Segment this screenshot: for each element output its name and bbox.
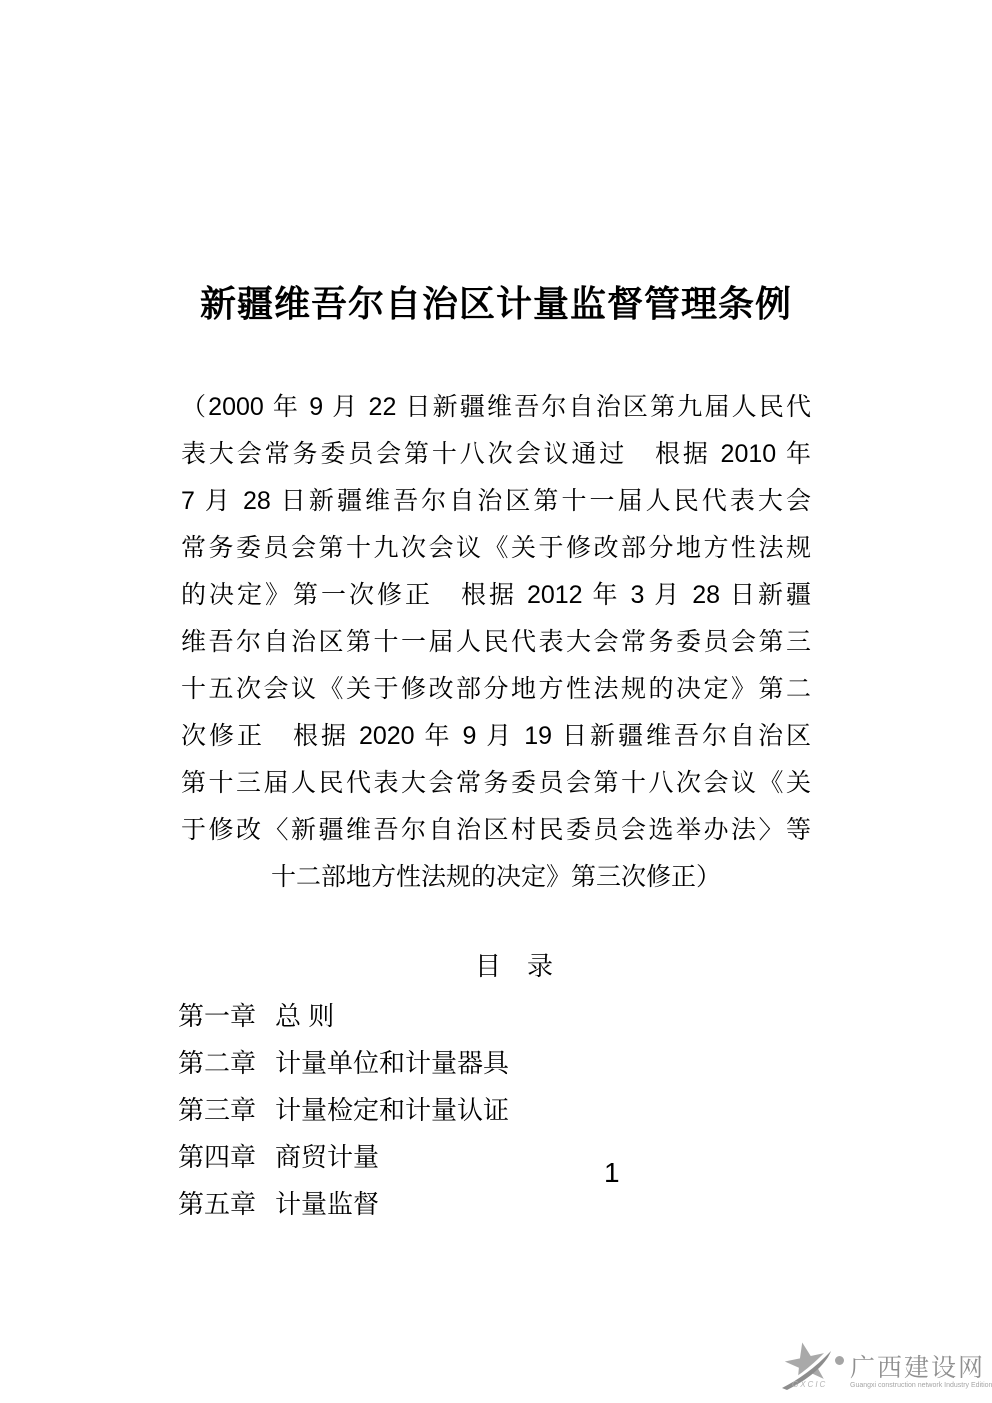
enactment-line: 于修改〈新疆维吾尔自治区村民委员会选举办法〉等 xyxy=(181,816,811,844)
toc-list xyxy=(178,993,818,1228)
enactment-line: 维吾尔自治区第十一届人民代表大会常务委员会第三 xyxy=(181,628,811,656)
toc-item-chapter-4 xyxy=(178,1134,818,1181)
toc-chapter-number: 第五章 xyxy=(178,1189,257,1219)
enactment-line: 常务委员会第十九次会议《关于修改部分地方性法规 xyxy=(181,534,811,562)
enactment-paragraph xyxy=(181,384,811,901)
watermark-site-name: 广西建设网 xyxy=(850,1354,986,1382)
toc-chapter-title: 总 则 xyxy=(275,1001,335,1031)
toc-item-chapter-5 xyxy=(178,1181,818,1228)
enactment-line: 7 月 28 日新疆维吾尔自治区第十一届人民代表大会 xyxy=(181,487,811,515)
watermark-logo xyxy=(780,1336,990,1398)
toc-chapter-title: 计量检定和计量认证 xyxy=(275,1095,510,1125)
dot-icon xyxy=(835,1356,844,1365)
logo-star-caption: GXCIC xyxy=(792,1380,828,1389)
watermark-tagline: Guangxi construction network Industry Edition xyxy=(850,1382,992,1389)
toc-chapter-number: 第三章 xyxy=(178,1095,257,1125)
toc-chapter-title: 计量单位和计量器具 xyxy=(275,1048,510,1078)
toc-chapter-number: 第二章 xyxy=(178,1048,257,1078)
toc-chapter-title: 商贸计量 xyxy=(275,1142,380,1172)
toc-chapter-number: 第一章 xyxy=(178,1001,257,1031)
page-number: 1 xyxy=(604,1157,620,1188)
toc-item-chapter-3 xyxy=(178,1087,818,1134)
toc-item-chapter-2 xyxy=(178,1040,818,1087)
toc-chapter-title: 计量监督 xyxy=(275,1189,380,1219)
toc-item-chapter-1 xyxy=(178,993,818,1040)
toc-chapter-number: 第四章 xyxy=(178,1142,257,1172)
enactment-line-last: 十二部地方性法规的决定》第三次修正） xyxy=(270,863,721,891)
enactment-line: 表大会常务委员会第十八次会议通过 根据 2010 年 xyxy=(181,440,811,468)
document-title: 新疆维吾尔自治区计量监督管理条例 xyxy=(199,283,792,324)
enactment-line: 的决定》第一次修正 根据 2012 年 3 月 28 日新疆 xyxy=(181,581,811,609)
enactment-line: 第十三届人民代表大会常务委员会第十八次会议《关 xyxy=(181,769,811,797)
enactment-line: 次修正 根据 2020 年 9 月 19 日新疆维吾尔自治区 xyxy=(181,722,811,750)
enactment-line: （2000 年 9 月 22 日新疆维吾尔自治区第九届人民代 xyxy=(181,393,811,421)
enactment-line: 十五次会议《关于修改部分地方性法规的决定》第二 xyxy=(181,675,811,703)
toc-heading: 目 录 xyxy=(474,951,553,981)
